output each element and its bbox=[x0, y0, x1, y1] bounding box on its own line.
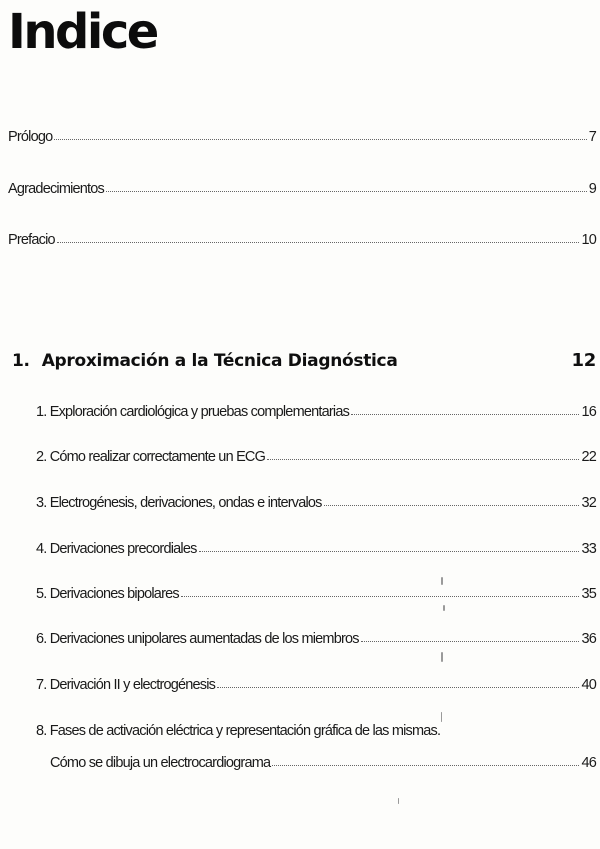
dot-leader bbox=[272, 765, 579, 766]
toc-section-7[interactable] bbox=[36, 677, 596, 693]
toc-entry-label: Prólogo bbox=[8, 129, 53, 145]
toc-section-8-line1[interactable] bbox=[36, 723, 596, 739]
dot-leader bbox=[267, 459, 579, 460]
toc-entry-label: Prefacio bbox=[8, 232, 55, 248]
dot-leader bbox=[361, 641, 580, 642]
toc-entry-label: 5. Derivaciones bipolares bbox=[36, 586, 179, 602]
toc-section-8-line2[interactable] bbox=[50, 755, 596, 771]
scan-speck bbox=[443, 605, 445, 611]
toc-entry-label: 6. Derivaciones unipolares aumentadas de los miembros bbox=[36, 631, 359, 647]
toc-entry-label: 3. Electrogénesis, derivaciones, ondas e intervalos bbox=[36, 495, 322, 511]
dot-leader bbox=[324, 505, 580, 506]
page-title: Indice bbox=[8, 4, 157, 60]
chapter-title: Aproximación a la Técnica Diagnóstica bbox=[41, 351, 398, 371]
dot-leader bbox=[199, 551, 580, 552]
chapter-heading[interactable] bbox=[12, 350, 596, 371]
toc-entry-page: 9 bbox=[588, 181, 596, 197]
toc-entry-page: 22 bbox=[581, 449, 596, 465]
toc-section-3[interactable] bbox=[36, 495, 596, 511]
scan-speck bbox=[441, 712, 442, 722]
toc-entry-page: 33 bbox=[581, 541, 596, 557]
scan-speck bbox=[441, 577, 443, 585]
toc-entry-label: 4. Derivaciones precordiales bbox=[36, 541, 197, 557]
dot-leader bbox=[54, 139, 586, 140]
toc-entry-page: 32 bbox=[581, 495, 596, 511]
chapter-number: 1. bbox=[12, 351, 30, 371]
toc-section-2[interactable] bbox=[36, 449, 596, 465]
toc-entry-page: 46 bbox=[581, 755, 596, 771]
toc-entry-label-continued: Cómo se dibuja un electrocardiograma bbox=[50, 755, 271, 771]
toc-entry-page: 7 bbox=[588, 129, 596, 145]
dot-leader bbox=[181, 596, 580, 597]
toc-entry-page: 16 bbox=[581, 404, 596, 420]
toc-section-1[interactable] bbox=[36, 404, 596, 420]
toc-section-5[interactable] bbox=[36, 586, 596, 602]
scan-speck bbox=[441, 652, 443, 662]
toc-entry-page: 10 bbox=[581, 232, 596, 248]
dot-leader bbox=[57, 242, 580, 243]
toc-entry-label: Agradecimientos bbox=[8, 181, 104, 197]
toc-entry-page: 35 bbox=[581, 586, 596, 602]
toc-entry-label: 8. Fases de activación eléctrica y representación gráfica de las mismas. bbox=[36, 723, 441, 739]
toc-section-6[interactable] bbox=[36, 631, 596, 647]
toc-entry-prologo[interactable] bbox=[8, 129, 596, 145]
dot-leader bbox=[351, 414, 579, 415]
dot-leader bbox=[217, 687, 579, 688]
toc-entry-label: 7. Derivación II y electrogénesis bbox=[36, 677, 216, 693]
toc-entry-page: 36 bbox=[581, 631, 596, 647]
toc-entry-label: 1. Exploración cardiológica y pruebas complementarias bbox=[36, 404, 350, 420]
chapter-page: 12 bbox=[571, 350, 596, 371]
toc-entry-agradecimientos[interactable] bbox=[8, 181, 596, 197]
toc-entry-prefacio[interactable] bbox=[8, 232, 596, 248]
dot-leader bbox=[106, 191, 587, 192]
toc-section-4[interactable] bbox=[36, 541, 596, 557]
scan-speck bbox=[398, 798, 399, 804]
toc-entry-label: 2. Cómo realizar correctamente un ECG bbox=[36, 449, 266, 465]
toc-entry-page: 40 bbox=[581, 677, 596, 693]
